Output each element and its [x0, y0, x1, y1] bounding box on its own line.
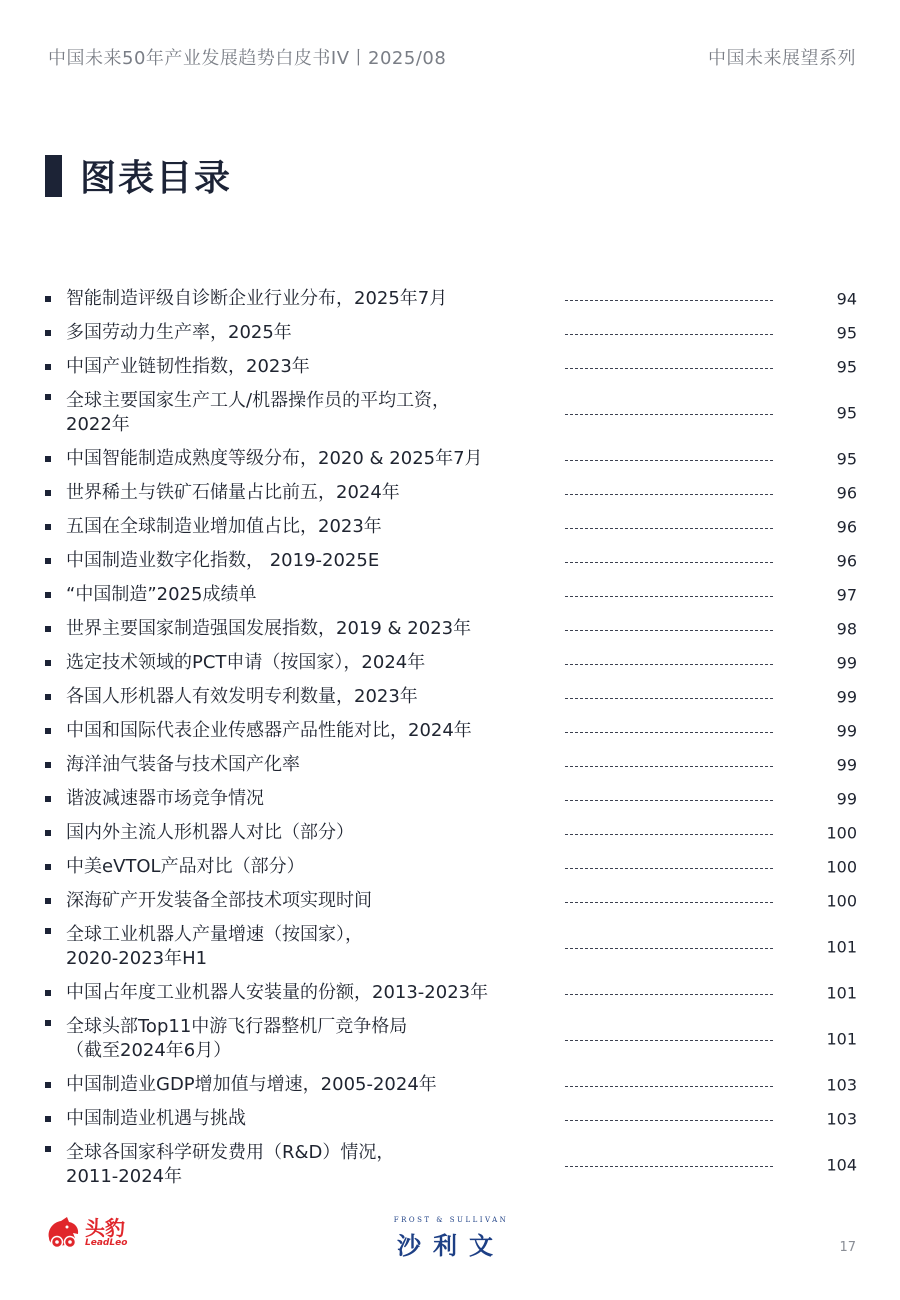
bullet-icon [45, 990, 51, 996]
toc-page-number: 97 [836, 585, 857, 605]
toc-entry-title: 中美eVTOL产品对比（部分） [66, 856, 305, 877]
toc-entry-title: 多国劳动力生产率，2025年 [66, 322, 292, 343]
frost-en-name: FROST & SULLIVAN [393, 1216, 509, 1224]
toc-row [45, 350, 857, 384]
dotted-leader [565, 1120, 773, 1121]
bullet-icon [45, 626, 51, 632]
bullet-icon [45, 928, 51, 934]
toc-row [45, 646, 857, 680]
toc-row [45, 748, 857, 782]
toc-page-number: 104 [826, 1155, 857, 1175]
page-header [48, 44, 856, 70]
toc-row [45, 976, 857, 1010]
dotted-leader [565, 596, 773, 597]
bullet-icon [45, 592, 51, 598]
bullet-icon [45, 830, 51, 836]
toc-page-number: 103 [826, 1109, 857, 1129]
toc-page-number: 95 [836, 449, 857, 469]
toc-page-number: 101 [826, 983, 857, 1003]
dotted-leader [565, 732, 773, 733]
toc-page-number: 98 [836, 619, 857, 639]
toc-page-number: 100 [826, 857, 857, 877]
leadleo-cn-name: 头豹 [85, 1216, 125, 1240]
dotted-leader [565, 834, 773, 835]
dotted-leader [565, 300, 773, 301]
dotted-leader [565, 1166, 773, 1167]
bullet-icon [45, 796, 51, 802]
bullet-icon [45, 864, 51, 870]
toc-row [45, 282, 857, 316]
dotted-leader [565, 868, 773, 869]
toc-entry-title: 谐波减速器市场竞争情况 [66, 788, 264, 809]
dotted-leader [565, 528, 773, 529]
toc-row [45, 884, 857, 918]
bullet-icon [45, 1082, 51, 1088]
toc-page-number: 95 [836, 403, 857, 423]
chart-index-list [45, 282, 857, 1194]
bullet-icon [45, 456, 51, 462]
toc-entry-title: 中国智能制造成熟度等级分布，2020 & 2025年7月 [66, 448, 483, 469]
toc-row [45, 442, 857, 476]
toc-page-number: 99 [836, 721, 857, 741]
toc-entry-title: “中国制造”2025成绩单 [66, 584, 257, 605]
bullet-icon [45, 898, 51, 904]
toc-entry-title: 中国制造业数字化指数， 2019-2025E [66, 550, 380, 571]
page-footer [0, 1208, 900, 1268]
dotted-leader [565, 994, 773, 995]
dotted-leader [565, 948, 773, 949]
leadleo-logo [45, 1216, 127, 1250]
bullet-icon [45, 394, 51, 400]
toc-entry-title: 五国在全球制造业增加值占比，2023年 [66, 516, 382, 537]
bullet-icon [45, 728, 51, 734]
toc-row [45, 782, 857, 816]
bullet-icon [45, 694, 51, 700]
toc-row [45, 612, 857, 646]
toc-entry-title: 中国制造业GDP增加值与增速，2005-2024年 [66, 1074, 437, 1095]
toc-entry-title: 选定技术领域的PCT申请（按国家），2024年 [66, 652, 426, 673]
toc-page-number: 101 [826, 937, 857, 957]
toc-entry-title: 中国和国际代表企业传感器产品性能对比，2024年 [66, 720, 472, 741]
dotted-leader [565, 902, 773, 903]
toc-entry-title: 全球主要国家生产工人/机器操作员的平均工资， [66, 390, 451, 411]
toc-row [45, 850, 857, 884]
toc-row [45, 680, 857, 714]
toc-entry-title: 深海矿产开发装备全部技术项实现时间 [66, 890, 372, 911]
toc-row [45, 1010, 857, 1068]
dotted-leader [565, 460, 773, 461]
toc-entry-title: 智能制造评级自诊断企业行业分布，2025年7月 [66, 288, 448, 309]
toc-row [45, 1102, 857, 1136]
toc-row [45, 544, 857, 578]
leopard-icon [45, 1216, 81, 1250]
bullet-icon [45, 330, 51, 336]
toc-page-number: 103 [826, 1075, 857, 1095]
dotted-leader [565, 800, 773, 801]
bullet-icon [45, 660, 51, 666]
toc-entry-title: 世界主要国家制造强国发展指数，2019 & 2023年 [66, 618, 472, 639]
title-accent-bar [45, 155, 62, 197]
frost-sullivan-logo [388, 1216, 514, 1261]
toc-row [45, 1068, 857, 1102]
toc-page-number: 99 [836, 755, 857, 775]
bullet-icon [45, 524, 51, 530]
toc-page-number: 99 [836, 687, 857, 707]
dotted-leader [565, 562, 773, 563]
dotted-leader [565, 664, 773, 665]
toc-entry-title: 2022年 [66, 414, 130, 435]
dotted-leader [565, 414, 773, 415]
toc-page-number: 95 [836, 323, 857, 343]
bullet-icon [45, 1146, 51, 1152]
section-title-block [45, 150, 232, 201]
dotted-leader [565, 368, 773, 369]
dotted-leader [565, 494, 773, 495]
toc-page-number: 96 [836, 483, 857, 503]
toc-entry-title: 2020-2023年H1 [66, 948, 208, 969]
bullet-icon [45, 1020, 51, 1026]
toc-row [45, 714, 857, 748]
toc-page-number: 96 [836, 517, 857, 537]
toc-page-number: 96 [836, 551, 857, 571]
leadleo-en-name: LeadLeo [85, 1238, 128, 1248]
dotted-leader [565, 1040, 773, 1041]
toc-page-number: 100 [826, 891, 857, 911]
toc-page-number: 95 [836, 357, 857, 377]
dotted-leader [565, 1086, 773, 1087]
toc-entry-title: 各国人形机器人有效发明专利数量，2023年 [66, 686, 418, 707]
bullet-icon [45, 558, 51, 564]
toc-row [45, 384, 857, 442]
toc-page-number: 99 [836, 653, 857, 673]
toc-entry-title: 中国制造业机遇与挑战 [66, 1108, 246, 1129]
dotted-leader [565, 630, 773, 631]
toc-entry-title: 世界稀土与铁矿石储量占比前五，2024年 [66, 482, 400, 503]
toc-entry-title: 海洋油气装备与技术国产化率 [66, 754, 300, 775]
toc-entry-title: 国内外主流人形机器人对比（部分） [66, 822, 354, 843]
toc-row [45, 816, 857, 850]
frost-cn-name: 沙利文 [397, 1232, 505, 1260]
toc-entry-title: 全球各国家科学研发费用（R&D）情况， [66, 1142, 395, 1163]
bullet-icon [45, 490, 51, 496]
toc-row [45, 578, 857, 612]
toc-entry-title: 全球工业机器人产量增速（按国家）， [66, 924, 363, 945]
dotted-leader [565, 334, 773, 335]
toc-row [45, 316, 857, 350]
dotted-leader [565, 698, 773, 699]
page-title: 图表目录 [80, 158, 233, 199]
toc-row [45, 1136, 857, 1194]
toc-page-number: 99 [836, 789, 857, 809]
toc-row [45, 918, 857, 976]
bullet-icon [45, 762, 51, 768]
toc-entry-title: 中国占年度工业机器人安装量的份额，2013-2023年 [66, 982, 489, 1003]
toc-entry-title: （截至2024年6月） [66, 1040, 232, 1061]
toc-row [45, 476, 857, 510]
toc-entry-title: 中国产业链韧性指数，2023年 [66, 356, 310, 377]
toc-page-number: 101 [826, 1029, 857, 1049]
toc-page-number: 100 [826, 823, 857, 843]
bullet-icon [45, 1116, 51, 1122]
report-title: 中国未来50年产业发展趋势白皮书IV丨2025/08 [48, 48, 447, 69]
toc-row [45, 510, 857, 544]
bullet-icon [45, 296, 51, 302]
series-name: 中国未来展望系列 [708, 48, 856, 69]
toc-entry-title: 2011-2024年 [66, 1166, 183, 1187]
page-number: 17 [839, 1240, 856, 1255]
toc-entry-title: 全球头部Top11中游飞行器整机厂竞争格局 [66, 1016, 408, 1037]
toc-page-number: 94 [836, 289, 857, 309]
bullet-icon [45, 364, 51, 370]
dotted-leader [565, 766, 773, 767]
